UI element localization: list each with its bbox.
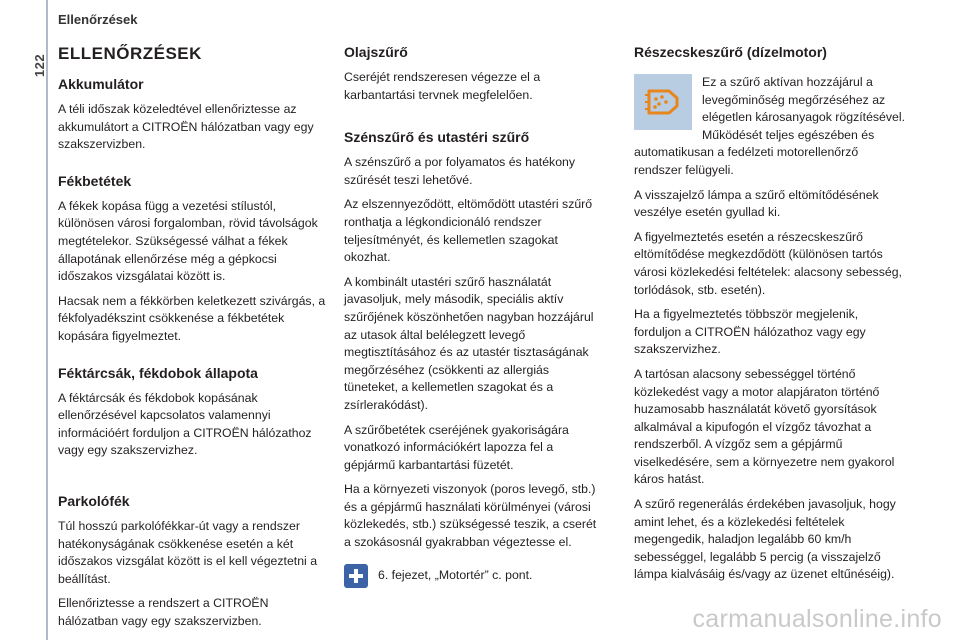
- battery-heading: Akkumulátor: [58, 76, 144, 92]
- watermark: carmanualsonline.info: [692, 605, 942, 633]
- battery-text: A téli időszak közeledtével ellenőriztesse az akkumulátort a CITROËN hálózatban vagy egy szakszervizben.: [58, 102, 314, 152]
- cabin-filter-text-3: A kombinált utastéri szűrő használatát javasoljuk, mely második, speciális aktív szűrőjének köszönhetően nagyban hozzájárul az utasok által belélegzett levegő megtisztításához és az utastér tisztaságának megőrzéséhez (csökkenti az allergiás tüneteket, a kellemetlen szagokat és a zsírlerakódást).: [344, 274, 594, 412]
- sidebar-rule: [46, 0, 48, 640]
- dpf-section: [634, 74, 906, 180]
- discs-text: A féktárcsák és fékdobok kopásának ellenőrzésével kapcsolatos valamennyi információért forduljon a CITROËN hálózathoz vagy egy szakszervizhez.: [58, 390, 312, 458]
- cabin-filter-text-4: A szűrőbetétek cseréjének gyakoriságára vonatkozó információkért lapozza fel a gépjármű karbantartási füzetét.: [344, 422, 569, 472]
- section-tab: Ellenőrzések: [58, 12, 138, 27]
- dpf-text-3: A figyelmeztetés esetén a részecskeszűrő eltömítődése megkezdődött (különösen tartós városi közlekedési feltételek: alacsony sebesség, torlódások, stb. esetén).: [634, 229, 902, 297]
- oil-filter-text: Cseréjét rendszeresen végezze el a karbantartási tervnek megfelelően.: [344, 70, 541, 102]
- cabin-filter-heading: Szénszűrő és utastéri szűrő: [344, 129, 530, 146]
- cross-reference-note: [344, 564, 606, 588]
- dpf-text-4: Ha a figyelmeztetés többször megjelenik, forduljon a CITROËN hálózathoz vagy egy szakszervizhez.: [634, 307, 866, 357]
- column-left: [58, 40, 328, 637]
- cross-reference-text: 6. fejezet, „Motortér” c. pont.: [378, 567, 533, 582]
- particle-filter-warning-icon: [634, 74, 692, 130]
- dpf-text-2: A visszajelző lámpa a szűrő eltömítődésének veszélye esetén gyullad ki.: [634, 187, 879, 220]
- discs-heading: Féktárcsák, fékdobok állapota: [58, 364, 258, 381]
- column-right: [634, 40, 906, 591]
- cabin-filter-text-2: Az elszennyeződött, eltömődött utastéri szűrő ronthatja a légkondicionáló rendszer teljesítményét, és kellemetlen szagokat okozhat.: [344, 197, 593, 265]
- dpf-text-6: A szűrő regenerálás érdekében javasoljuk, hogy amint lehet, és a közlekedési feltételek megengedik, haladjon legalább 60 km/h sebességgel, legalább 5 percig (a visszajelző lámpa kialvásáig és/vagy az üzenet eltűnéséig).: [634, 497, 896, 582]
- cabin-filter-text-5: Ha a környezeti viszonyok (poros levegő, stb.) és a gépjármű használati körülményei (városi közlekedés, stb.) szükségessé teszik, a cserét a szokásosnál gyakrabban végeztesse el.: [344, 482, 597, 550]
- page-title: ELLENŐRZÉSEK: [58, 44, 202, 63]
- brake-pads-heading: Fékbetétek: [58, 172, 132, 189]
- parking-brake-text-2: Ellenőriztesse a rendszert a CITROËN hálózatban vagy egy szakszervizben.: [58, 596, 269, 628]
- brake-pads-text-1: A fékek kopása függ a vezetési stílustól, különösen városi forgalomban, rövid távolságok megtételekor. Szükségessé válhat a fékek állapotának ellenőrzése még a gépkocsi időszakos vizsgálatai között is.: [58, 198, 318, 284]
- plus-icon: [344, 564, 368, 588]
- page-number: 122: [32, 53, 48, 78]
- dpf-text-5: A tartósan alacsony sebességgel történő közlekedést vagy a motor alapjáraton történő huzamosabb használatát követő gyorsítások alkalmával a kipufogón el vízgőz távozhat a rendszerből. A vízgőz sem a gépjármű viselkedésére, sem a környezetre nem gyakorol káros hatást.: [634, 366, 895, 487]
- cabin-filter-text-1: A szénszűrő a por folyamatos és hatékony szűrését teszi lehetővé.: [344, 155, 576, 187]
- column-middle: [344, 40, 606, 588]
- dpf-heading: Részecskeszűrő (dízelmotor): [634, 44, 827, 60]
- oil-filter-heading: Olajszűrő: [344, 44, 408, 60]
- brake-pads-text-2: Hacsak nem a fékkörben keletkezett szivárgás, a fékfolyadékszint csökkenése a fékbetétek kopására figyelmeztet.: [58, 293, 326, 343]
- dpf-text-1: Ez a szűrő aktívan hozzájárul a levegőminőség megőrzéséhez az elégetlen károsanyagok rögzítésével. Működését teljes egészében és automatikusan a fedélzeti motorellenőrző rendszer felügyeli.: [634, 75, 906, 177]
- parking-brake-heading: Parkolófék: [58, 492, 130, 509]
- parking-brake-text-1: Túl hosszú parkolófékkar-út vagy a rendszer hatékonyságának csökkenése esetén a két időszakos vizsgálat között is el kell végeztetni a beállítást.: [58, 518, 318, 586]
